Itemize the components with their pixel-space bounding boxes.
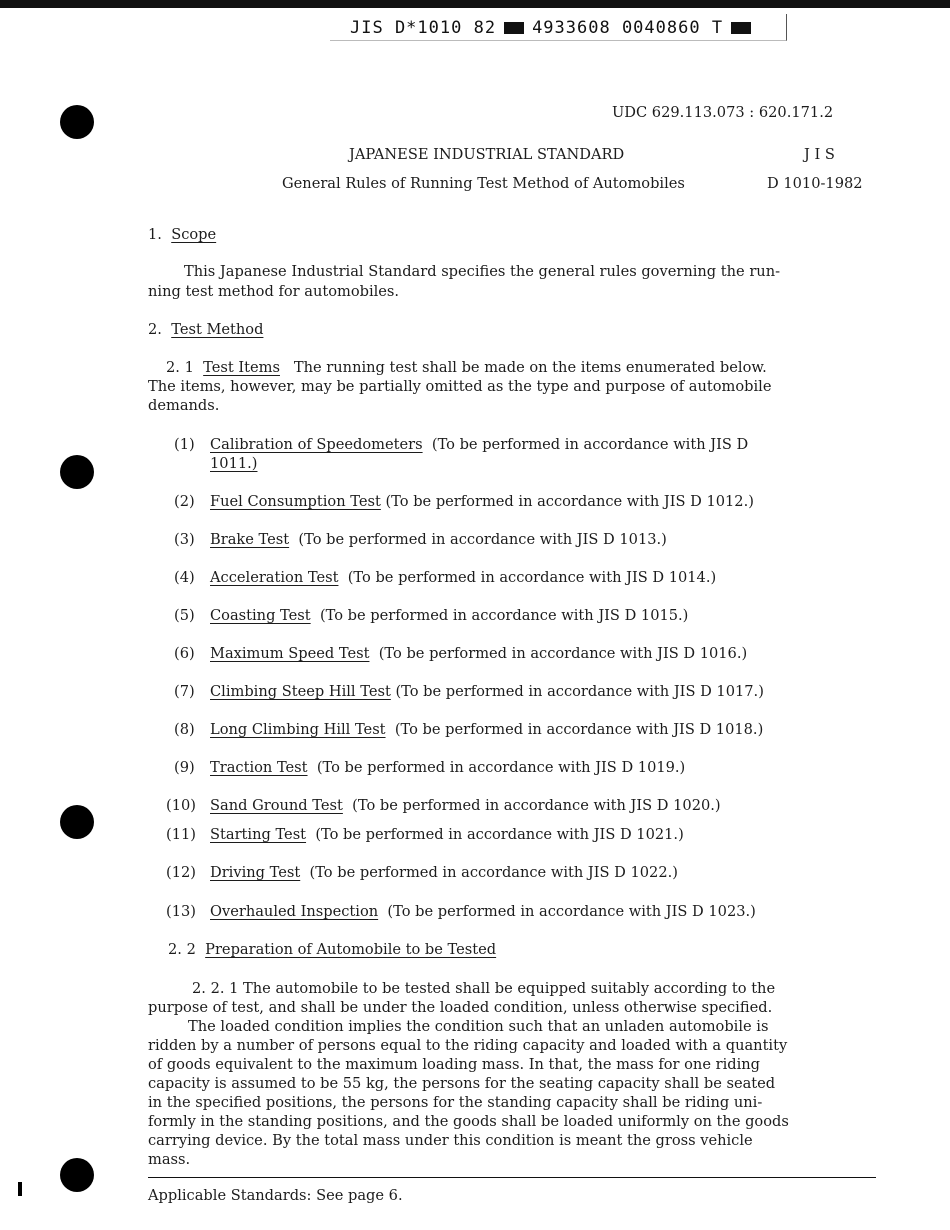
item-name: Calibration of Speedometers: [210, 436, 423, 453]
punch-hole-icon: [60, 805, 94, 839]
item-name: Acceleration Test: [210, 569, 339, 586]
item-name: Climbing Steep Hill Test: [210, 683, 391, 700]
scan-top-edge: [0, 0, 950, 8]
section-number: 2.: [148, 321, 162, 338]
item-number: (7): [174, 683, 195, 700]
document-title: General Rules of Running Test Method of Automobiles: [282, 175, 685, 192]
item-number: (2): [174, 493, 195, 510]
list-item: [174, 569, 716, 586]
punch-hole-icon: [60, 105, 94, 139]
loaded-condition-line: mass.: [148, 1151, 191, 1168]
paragraph-2-2-1-line: 2. 2. 1 The automobile to be tested shall be equipped suitably according to the: [192, 980, 776, 997]
item-number: (3): [174, 531, 195, 548]
list-item: [174, 645, 747, 662]
list-item: [174, 607, 688, 624]
item-description: (To be performed in accordance with JIS D 1014.): [347, 569, 717, 586]
header-code-left: JIS D*1010 82: [350, 18, 497, 38]
paragraph-2-2-1-line: purpose of test, and shall be under the loaded condition, unless otherwise specified.: [148, 999, 773, 1016]
subsection-number: 2. 2: [168, 941, 196, 958]
barcode-block-icon: [504, 22, 524, 34]
item-name: Coasting Test: [210, 607, 311, 624]
footer-divider: [148, 1177, 876, 1178]
item-number: (8): [174, 721, 195, 738]
punch-hole-icon: [60, 1158, 94, 1192]
item-name: Brake Test: [210, 531, 290, 548]
loaded-condition-line: ridden by a number of persons equal to the riding capacity and loaded with a quantity: [148, 1037, 788, 1054]
subsection-text: The running test shall be made on the items enumerated below.: [293, 359, 767, 376]
document-number: D 1010-1982: [767, 175, 863, 192]
standard-org: JAPANESE INDUSTRIAL STANDARD: [349, 146, 625, 163]
subsection-2-2-heading: [168, 941, 496, 958]
loaded-condition-line: of goods equivalent to the maximum loading mass. In that, the mass for one riding: [148, 1056, 760, 1073]
item-number: (6): [174, 645, 195, 662]
list-item: [166, 864, 678, 881]
list-item: [174, 721, 763, 738]
list-item: [174, 759, 685, 776]
applicable-standards-note: Applicable Standards: See page 6.: [148, 1187, 403, 1204]
udc-code: UDC 629.113.073 : 620.171.2: [612, 104, 834, 121]
section-title: Scope: [171, 226, 217, 243]
list-item: [174, 493, 754, 510]
loaded-condition-line: in the specified positions, the persons for the standing capacity shall be riding uni-: [148, 1094, 763, 1111]
list-item: [166, 903, 756, 920]
item-description: (To be performed in accordance with JIS D 1021.): [315, 826, 684, 843]
loaded-condition-line: formly in the standing positions, and the goods shall be loaded uniformly on the goods: [148, 1113, 789, 1130]
item-number: (4): [174, 569, 195, 586]
list-item-continuation: [210, 455, 257, 472]
item-name: Overhauled Inspection: [210, 903, 379, 920]
item-description: (To be performed in accordance with JIS D 1018.): [394, 721, 764, 738]
header-code-right: 4933608 0040860 T: [532, 18, 724, 38]
scope-text-line: ning test method for automobiles.: [148, 283, 400, 300]
list-item: [166, 826, 684, 843]
scan-side-mark: [18, 1182, 22, 1196]
item-name: Long Climbing Hill Test: [210, 721, 386, 738]
section-2-heading: [148, 321, 263, 338]
item-description: (To be performed in accordance with JIS D: [431, 436, 749, 453]
item-description: (To be performed in accordance with JIS D 1012.): [385, 493, 754, 510]
item-description: (To be performed in accordance with JIS D 1022.): [309, 864, 678, 881]
item-number: (9): [174, 759, 195, 776]
item-description: (To be performed in accordance with JIS D 1019.): [316, 759, 686, 776]
list-item: [174, 683, 764, 700]
list-item: [174, 531, 667, 548]
item-number: (11): [166, 826, 196, 843]
item-name: Fuel Consumption Test: [210, 493, 381, 510]
item-description: (To be performed in accordance with JIS D 1017.): [395, 683, 764, 700]
item-number: (5): [174, 607, 195, 624]
loaded-condition-line: The loaded condition implies the condition such that an unladen automobile is: [188, 1018, 769, 1035]
item-name: Sand Ground Test: [210, 797, 343, 814]
item-description: 1011.): [210, 455, 258, 472]
list-item: [174, 436, 748, 453]
barcode-block-icon: [731, 22, 751, 34]
section-number: 1.: [148, 226, 162, 243]
punch-hole-icon: [60, 455, 94, 489]
subsection-2-1-line: [166, 359, 767, 376]
subsection-2-1-line: demands.: [148, 397, 220, 414]
item-name: Starting Test: [210, 826, 307, 843]
item-number: (1): [174, 436, 195, 453]
item-name: Traction Test: [210, 759, 308, 776]
section-1-heading: [148, 226, 216, 243]
item-number: (12): [166, 864, 196, 881]
item-number: (10): [166, 797, 196, 814]
item-description: (To be performed in accordance with JIS D 1020.): [352, 797, 721, 814]
jis-mark: J I S: [804, 146, 835, 163]
loaded-condition-line: capacity is assumed to be 55 kg, the persons for the seating capacity shall be seated: [148, 1075, 776, 1092]
item-name: Driving Test: [210, 864, 301, 881]
item-description: (To be performed in accordance with JIS D 1015.): [319, 607, 689, 624]
subsection-2-1-line: The items, however, may be partially omitted as the type and purpose of automobile: [148, 378, 772, 395]
item-name: Maximum Speed Test: [210, 645, 370, 662]
loaded-condition-line: carrying device. By the total mass under this condition is meant the gross vehicle: [148, 1132, 753, 1149]
section-title: Test Method: [171, 321, 264, 338]
subsection-title: Test Items: [203, 359, 280, 376]
subsection-title: Preparation of Automobile to be Tested: [205, 941, 497, 958]
subsection-number: 2. 1: [166, 359, 194, 376]
scope-text-line: This Japanese Industrial Standard specifies the general rules governing the run-: [184, 263, 781, 280]
item-number: (13): [166, 903, 196, 920]
item-description: (To be performed in accordance with JIS D 1016.): [378, 645, 748, 662]
item-description: (To be performed in accordance with JIS D 1023.): [387, 903, 756, 920]
item-description: (To be performed in accordance with JIS D 1013.): [298, 531, 667, 548]
list-item: [166, 797, 721, 814]
header-catalog-code: [350, 18, 759, 38]
